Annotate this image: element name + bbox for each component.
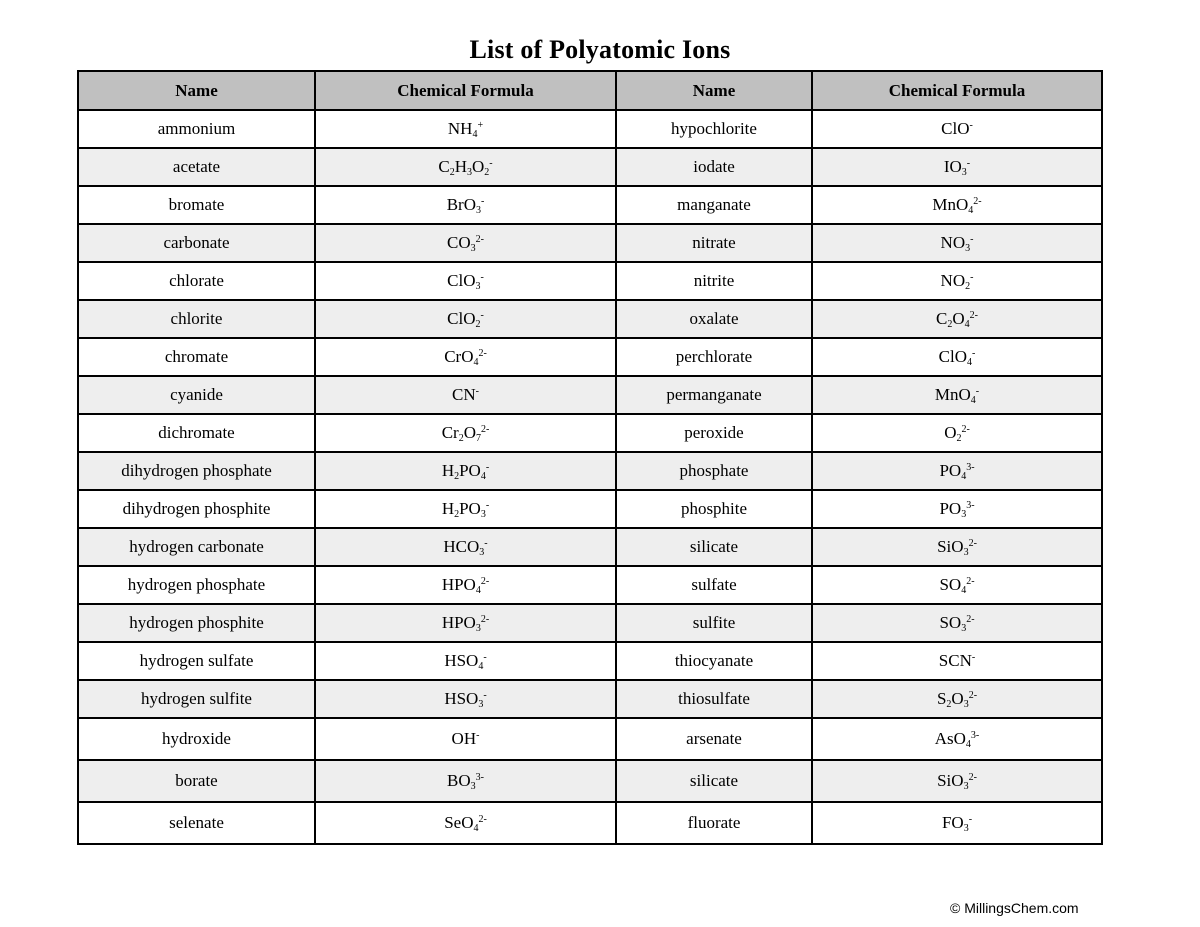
formula-charge: - xyxy=(975,386,980,397)
copyright-notice: © MillingsChem.com xyxy=(950,900,1079,916)
ion-formula xyxy=(812,566,1102,604)
ion-name: cyanide xyxy=(78,376,315,414)
ion-formula xyxy=(812,604,1102,642)
formula-symbol: OH xyxy=(451,729,477,748)
formula-symbol: PO xyxy=(459,499,481,518)
formula-symbol: MnO xyxy=(932,195,969,214)
ion-name: sulfate xyxy=(616,566,812,604)
formula-symbol: CN xyxy=(452,385,476,404)
formula-charge: - xyxy=(475,386,479,397)
ion-name: hydrogen sulfate xyxy=(78,642,315,680)
formula-subscript: 4 xyxy=(965,739,971,750)
formula-symbol: O xyxy=(951,689,964,708)
ion-name: nitrate xyxy=(616,224,812,262)
formula-subscript: 3 xyxy=(961,623,967,634)
formula-charge: - xyxy=(966,158,971,169)
formula-charge: - xyxy=(476,730,480,741)
ion-formula xyxy=(315,186,616,224)
formula-symbol: PO xyxy=(459,461,481,480)
formula-charge: - xyxy=(972,348,976,359)
formula-symbol: C xyxy=(438,157,450,176)
ion-formula xyxy=(315,760,616,802)
formula-subscript: 4 xyxy=(473,823,479,834)
formula-charge: 2- xyxy=(480,424,490,435)
formula-subscript: 2 xyxy=(454,509,460,520)
formula-symbol: CrO xyxy=(444,347,474,366)
formula-subscript: 3 xyxy=(963,547,969,558)
formula-charge: 3- xyxy=(966,500,975,511)
formula-charge: 3- xyxy=(475,772,484,783)
ion-formula xyxy=(812,718,1102,760)
formula-subscript: 7 xyxy=(475,433,481,444)
ion-formula xyxy=(812,110,1102,148)
table-row xyxy=(78,376,1102,414)
formula-charge: 2- xyxy=(968,772,977,783)
formula-charge: 2- xyxy=(966,614,975,625)
table-row xyxy=(78,452,1102,490)
table-row xyxy=(78,642,1102,680)
table-row xyxy=(78,604,1102,642)
ion-formula xyxy=(315,300,616,338)
ion-name: phosphite xyxy=(616,490,812,528)
ion-name: peroxide xyxy=(616,414,812,452)
formula-charge: 2- xyxy=(968,690,978,701)
formula-charge: - xyxy=(480,196,485,207)
ion-formula xyxy=(315,414,616,452)
formula-symbol: SO xyxy=(939,613,962,632)
ion-name: manganate xyxy=(616,186,812,224)
ion-formula xyxy=(315,262,616,300)
table-row xyxy=(78,300,1102,338)
ion-formula xyxy=(315,802,616,844)
ion-formula xyxy=(812,642,1102,680)
formula-subscript: 4 xyxy=(964,319,970,330)
formula-subscript: 3 xyxy=(470,243,476,254)
formula-symbol: SeO xyxy=(444,813,474,832)
ion-name: acetate xyxy=(78,148,315,186)
formula-subscript: 3 xyxy=(963,699,969,710)
table-row xyxy=(78,802,1102,844)
ion-name: silicate xyxy=(616,760,812,802)
formula-symbol: ClO xyxy=(447,309,476,328)
header-name-2: Name xyxy=(616,71,812,110)
formula-charge: 2- xyxy=(475,234,484,245)
formula-symbol: AsO xyxy=(934,729,966,748)
table-row xyxy=(78,760,1102,802)
formula-charge: - xyxy=(484,538,488,549)
formula-charge: - xyxy=(480,272,484,283)
page-title: List of Polyatomic Ions xyxy=(469,35,731,64)
ion-name: chromate xyxy=(78,338,315,376)
formula-charge: 2- xyxy=(480,614,490,625)
ion-name: oxalate xyxy=(616,300,812,338)
ion-name: phosphate xyxy=(616,452,812,490)
ion-formula xyxy=(812,452,1102,490)
ion-name: hydrogen phosphate xyxy=(78,566,315,604)
formula-symbol: Cr xyxy=(441,423,459,442)
ion-name: dihydrogen phosphite xyxy=(78,490,315,528)
ion-formula xyxy=(315,604,616,642)
table-row xyxy=(78,680,1102,718)
ion-name: carbonate xyxy=(78,224,315,262)
formula-symbol: CO xyxy=(447,233,471,252)
ion-formula xyxy=(315,680,616,718)
formula-subscript: 4 xyxy=(967,357,972,368)
formula-subscript: 4 xyxy=(968,205,974,216)
ion-formula xyxy=(315,110,616,148)
ion-name: iodate xyxy=(616,148,812,186)
formula-charge: 2- xyxy=(480,576,490,587)
formula-symbol: PO xyxy=(939,461,962,480)
ion-formula xyxy=(315,566,616,604)
formula-symbol: HPO xyxy=(441,613,476,632)
formula-subscript: 3 xyxy=(965,243,971,254)
ion-formula xyxy=(812,490,1102,528)
formula-symbol: IO xyxy=(943,157,962,176)
formula-charge: - xyxy=(970,234,974,245)
formula-charge: 2- xyxy=(969,310,978,321)
ion-formula xyxy=(812,148,1102,186)
ion-formula xyxy=(812,376,1102,414)
ion-formula xyxy=(315,642,616,680)
formula-symbol: O xyxy=(952,309,965,328)
formula-symbol: HSO xyxy=(444,651,479,670)
formula-symbol: ClO xyxy=(447,271,476,290)
formula-symbol: H xyxy=(454,157,467,176)
ion-formula xyxy=(315,452,616,490)
ion-name: hypochlorite xyxy=(616,110,812,148)
formula-subscript: 4 xyxy=(473,357,479,368)
ion-formula xyxy=(812,680,1102,718)
formula-symbol: HPO xyxy=(441,575,476,594)
formula-subscript: 3 xyxy=(475,623,481,634)
ion-name: chlorate xyxy=(78,262,315,300)
formula-subscript: 3 xyxy=(475,281,481,292)
formula-charge: 2- xyxy=(478,814,487,825)
formula-charge: - xyxy=(968,814,973,825)
ion-formula xyxy=(315,718,616,760)
formula-charge: - xyxy=(485,462,490,473)
header-name-1: Name xyxy=(78,71,315,110)
formula-symbol: ClO xyxy=(938,347,967,366)
table-row xyxy=(78,262,1102,300)
formula-subscript: 2 xyxy=(965,281,971,292)
formula-symbol: PO xyxy=(939,499,962,518)
table-row xyxy=(78,718,1102,760)
formula-symbol: NO xyxy=(940,271,966,290)
formula-charge: 2- xyxy=(966,576,975,587)
formula-charge: - xyxy=(970,272,974,283)
ion-formula xyxy=(315,338,616,376)
formula-charge: - xyxy=(480,310,484,321)
table-row xyxy=(78,224,1102,262)
formula-subscript: 4 xyxy=(478,661,484,672)
formula-subscript: 2 xyxy=(484,167,490,178)
formula-charge: 2- xyxy=(973,196,982,207)
formula-subscript: 4 xyxy=(480,471,486,482)
header-formula-2: Chemical Formula xyxy=(812,71,1102,110)
ion-name: nitrite xyxy=(616,262,812,300)
formula-subscript: 4 xyxy=(961,585,967,596)
ion-formula xyxy=(812,338,1102,376)
ion-formula xyxy=(315,376,616,414)
formula-subscript: 2 xyxy=(449,167,455,178)
table-body xyxy=(78,110,1102,844)
ion-formula xyxy=(315,528,616,566)
ion-name: hydrogen phosphite xyxy=(78,604,315,642)
formula-charge: - xyxy=(485,500,490,511)
formula-subscript: 4 xyxy=(475,585,481,596)
formula-symbol: O xyxy=(472,157,485,176)
formula-symbol: ClO xyxy=(941,119,970,138)
formula-subscript: 3 xyxy=(963,781,969,792)
table-row xyxy=(78,414,1102,452)
ion-name: hydrogen carbonate xyxy=(78,528,315,566)
formula-subscript: 3 xyxy=(470,781,476,792)
ion-name: bromate xyxy=(78,186,315,224)
formula-charge: 3- xyxy=(970,730,980,741)
formula-subscript: 3 xyxy=(467,167,472,178)
formula-symbol: H xyxy=(441,499,455,518)
formula-subscript: 4 xyxy=(961,471,967,482)
ion-formula xyxy=(812,224,1102,262)
table-row xyxy=(78,566,1102,604)
table-header xyxy=(78,71,1102,110)
ion-formula xyxy=(315,224,616,262)
ion-name: dichromate xyxy=(78,414,315,452)
formula-charge: - xyxy=(483,690,487,701)
formula-subscript: 4 xyxy=(970,395,976,406)
formula-symbol: MnO xyxy=(934,385,971,404)
formula-symbol: HSO xyxy=(444,689,479,708)
formula-subscript: 3 xyxy=(479,547,485,558)
formula-symbol: BrO xyxy=(446,195,476,214)
formula-subscript: 2 xyxy=(475,319,481,330)
table-row xyxy=(78,490,1102,528)
ion-name: thiosulfate xyxy=(616,680,812,718)
formula-symbol: SiO xyxy=(937,537,964,556)
formula-symbol: NH xyxy=(447,119,473,138)
formula-symbol: NO xyxy=(940,233,966,252)
formula-subscript: 3 xyxy=(961,509,967,520)
formula-charge: 2- xyxy=(961,424,970,435)
ion-name: sulfite xyxy=(616,604,812,642)
table-row xyxy=(78,148,1102,186)
table-row xyxy=(78,338,1102,376)
ion-formula xyxy=(812,528,1102,566)
formula-charge: 3- xyxy=(966,462,975,473)
formula-subscript: 2 xyxy=(947,319,953,330)
ion-formula xyxy=(812,300,1102,338)
formula-symbol: HCO xyxy=(443,537,480,556)
ion-formula xyxy=(315,490,616,528)
ion-name: hydroxide xyxy=(78,718,315,760)
formula-subscript: 2 xyxy=(458,433,464,444)
formula-symbol: S xyxy=(936,689,947,708)
ion-formula xyxy=(812,186,1102,224)
formula-subscript: 3 xyxy=(961,167,967,178)
formula-symbol: SiO xyxy=(937,771,964,790)
ion-formula xyxy=(315,148,616,186)
formula-charge: + xyxy=(477,120,484,131)
ion-formula xyxy=(812,760,1102,802)
formula-symbol: SO xyxy=(939,575,962,594)
ion-name: borate xyxy=(78,760,315,802)
ion-name: arsenate xyxy=(616,718,812,760)
formula-subscript: 2 xyxy=(956,433,962,444)
ion-formula xyxy=(812,262,1102,300)
formula-symbol: O xyxy=(944,423,957,442)
formula-symbol: SCN xyxy=(938,651,972,670)
formula-charge: 2- xyxy=(968,538,977,549)
formula-subscript: 4 xyxy=(472,129,478,140)
header-row xyxy=(78,71,1102,110)
formula-subscript: 3 xyxy=(963,823,969,834)
formula-charge: - xyxy=(483,652,487,663)
table-row xyxy=(78,186,1102,224)
ion-name: chlorite xyxy=(78,300,315,338)
polyatomic-ions-table xyxy=(77,70,1103,845)
formula-subscript: 2 xyxy=(946,699,952,710)
formula-symbol: BO xyxy=(447,771,471,790)
ion-name: fluorate xyxy=(616,802,812,844)
formula-charge: 2- xyxy=(478,348,487,359)
ion-name: hydrogen sulfite xyxy=(78,680,315,718)
formula-charge: - xyxy=(489,158,493,169)
table-row xyxy=(78,528,1102,566)
table-row xyxy=(78,110,1102,148)
formula-charge: - xyxy=(971,652,976,663)
header-formula-1: Chemical Formula xyxy=(315,71,616,110)
formula-symbol: FO xyxy=(941,813,964,832)
ion-name: perchlorate xyxy=(616,338,812,376)
ion-name: selenate xyxy=(78,802,315,844)
ion-name: dihydrogen phosphate xyxy=(78,452,315,490)
ion-name: permanganate xyxy=(616,376,812,414)
ion-formula xyxy=(812,414,1102,452)
formula-symbol: C xyxy=(936,309,948,328)
ion-name: silicate xyxy=(616,528,812,566)
formula-charge: - xyxy=(969,120,973,131)
formula-symbol: H xyxy=(441,461,455,480)
ion-name: thiocyanate xyxy=(616,642,812,680)
ion-name: ammonium xyxy=(78,110,315,148)
formula-subscript: 3 xyxy=(480,509,486,520)
formula-subscript: 3 xyxy=(478,699,484,710)
formula-subscript: 2 xyxy=(454,471,460,482)
formula-subscript: 3 xyxy=(475,205,481,216)
formula-symbol: O xyxy=(463,423,476,442)
ion-formula xyxy=(812,802,1102,844)
